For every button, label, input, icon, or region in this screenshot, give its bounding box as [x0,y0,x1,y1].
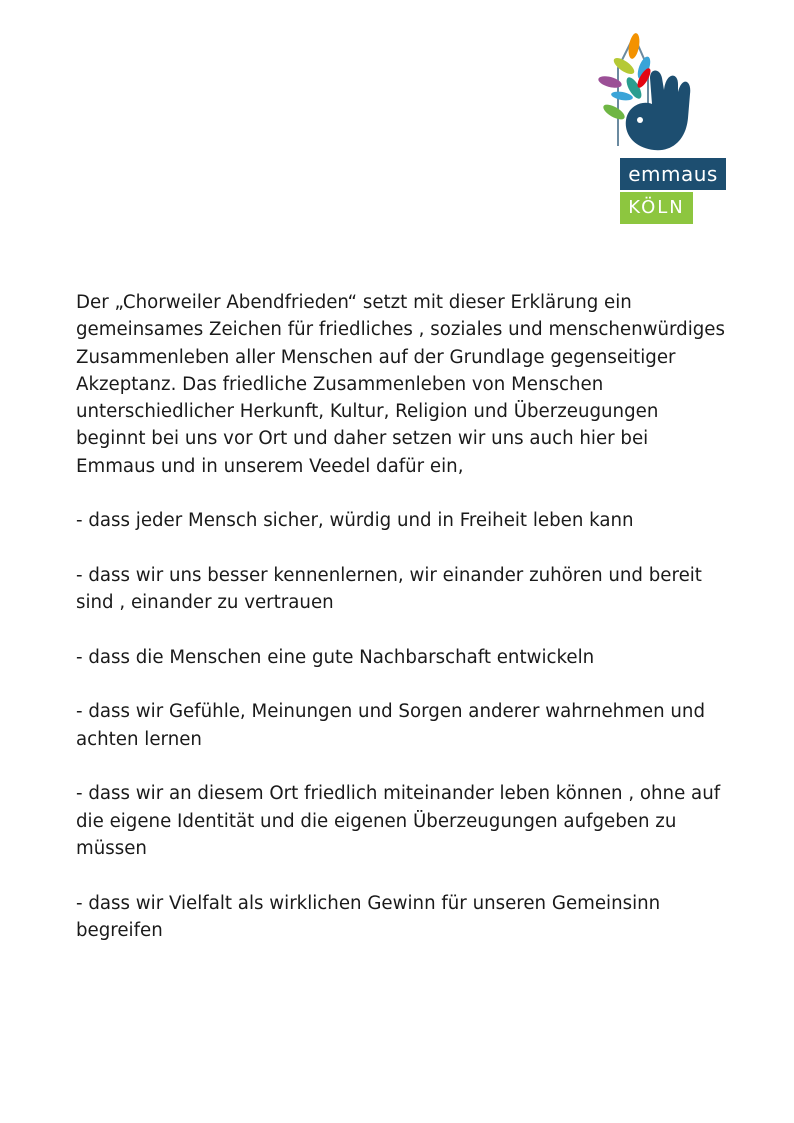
logo-wordmark-emmaus: emmaus [620,158,726,190]
point-1: - dass jeder Mensch sicher, würdig und in Freiheit leben kann [76,510,634,532]
point-5: - dass wir an diesem Ort friedlich miteinander leben können , ohne auf die eigene Identität und die eigenen Überzeugungen aufgeben zu müssen [76,783,721,859]
point-6: - dass wir Vielfalt als wirklichen Gewinn für unseren Gemeinsinn begreifen [76,892,661,941]
point-2: - dass wir uns besser kennenlernen, wir einander zuhören und bereit sind , einander zu vertrauen [76,564,702,614]
intro-paragraph: Der „Chorweiler Abendfrieden“ setzt mit dieser Erklärung ein gemeinsames Zeichen für friedliches , soziales und menschenwürdiges Zusammenleben aller Menschen auf der Grundlage gegenseitiger Akzeptanz. Das friedliche Zusammenleben von Menschen unterschiedlicher Herkunft, Kultur, Religion und Überzeugungen beginnt bei uns vor Ort und daher setzen wir uns auch hier bei Emmaus und in unserem Veedel dafür ein, [76,292,725,477]
hand-dove-leaves-icon [588,28,730,158]
declaration-text [76,289,726,971]
point-3: - dass die Menschen eine gute Nachbarschaft entwickeln [76,646,595,668]
point-4: - dass wir Gefühle, Meinungen und Sorgen anderer wahrnehmen und achten lernen [76,701,706,750]
emmaus-koeln-logo [588,28,730,228]
logo-wordmark-koeln: KÖLN [620,192,693,224]
